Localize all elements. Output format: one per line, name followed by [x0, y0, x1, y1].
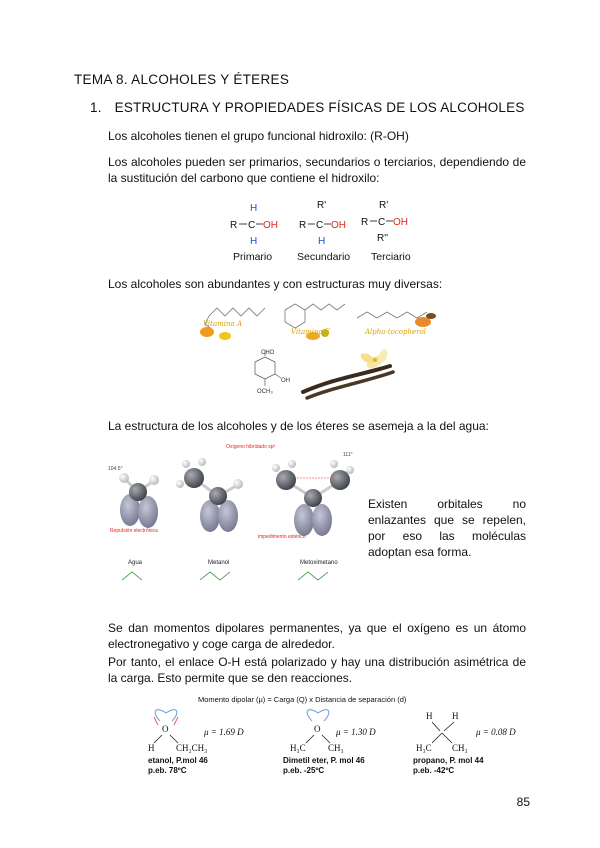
tertiary-oh: OH: [393, 217, 408, 228]
secondary-r1: R': [317, 200, 327, 211]
alcohol-types-figure: [225, 195, 425, 265]
ethanol-caption-line2: p.eb. 78ºC: [148, 766, 187, 775]
water-label: Agua: [128, 560, 143, 566]
page-number: 85: [516, 795, 530, 809]
ethanol-o: O: [162, 724, 169, 734]
secondary-h: H: [318, 236, 326, 247]
ether-caption-line1: Dimetil eter, P. mol 46: [283, 756, 365, 765]
vitamin-a-image: [200, 308, 265, 340]
alpha-tocopherol-image: [357, 312, 436, 336]
propane-ch3: CH₃: [452, 743, 468, 753]
vanillin-oh: OH: [281, 378, 290, 384]
ether-steric-label: impedimento estérico: [258, 534, 306, 540]
primary-bottom-h: H: [250, 236, 258, 247]
ethanol-ch2ch3: CH₂CH₃: [176, 743, 208, 753]
secondary-c: C: [316, 220, 324, 231]
ether-mu: μ = 1.30 D: [336, 727, 376, 737]
secondary-alcohol-structure: [297, 200, 350, 263]
paragraph-classification: Los alcoholes pueden ser primarios, secundarios o terciarios, dependiendo de la sustitución del carbono que contiene el hidroxilo:: [108, 155, 526, 185]
propane-h-right: H: [452, 711, 459, 721]
primary-top-h: H: [250, 203, 258, 214]
ether-h3c: H₃C: [290, 743, 306, 753]
methoxymethane-label: Metoximetano: [300, 560, 338, 566]
vanillin-cho: CHO: [261, 350, 275, 356]
propane-caption: [413, 756, 484, 776]
paragraph-water-similarity: La estructura de los alcoholes y de los éteres se asemeja a la del agua:: [108, 419, 489, 433]
water-repulsion-label: Repulsión electrónica: [110, 528, 158, 534]
page-title: TEMA 8. ALCOHOLES Y ÉTERES: [74, 72, 290, 87]
primary-oh: OH: [263, 220, 278, 231]
water-angle-label: 104.5°: [108, 466, 123, 472]
tertiary-label: Terciario: [371, 251, 411, 263]
natural-alcohols-figure: [195, 300, 440, 405]
primary-label: Primario: [233, 251, 273, 263]
dimethyl-ether-structure: [290, 710, 376, 753]
molecular-models-figure: [108, 440, 363, 595]
ethanol-caption: [148, 756, 208, 776]
paragraph-functional-group: Los alcoholes tienen el grupo funcional hidroxilo: (R-OH): [108, 129, 409, 143]
secondary-label: Secundario: [297, 251, 351, 263]
tertiary-r1: R': [379, 200, 389, 211]
tertiary-c: C: [378, 217, 386, 228]
primary-c: C: [248, 220, 256, 231]
tertiary-alcohol-structure: [361, 200, 411, 263]
tertiary-r: R: [361, 217, 369, 228]
ether-caption: [283, 756, 365, 776]
paragraph-abundance: Los alcoholes son abundantes y con estructuras muy diversas:: [108, 277, 443, 291]
ether-angle-label: 111°: [343, 452, 353, 458]
ethanol-caption-line1: etanol, P.mol 46: [148, 756, 208, 765]
ethanol-mu: μ = 1.69 D: [204, 727, 244, 737]
water-model: [108, 466, 159, 580]
ethanol-h: H: [148, 743, 155, 753]
ether-caption-line2: p.eb. -25ºC: [283, 766, 325, 775]
ether-ch3: CH₃: [328, 743, 344, 753]
methanol-model: [176, 444, 276, 580]
dipole-formula: Momento dipolar (μ) = Carga (Q) x Distancia de separación (d): [198, 695, 407, 704]
ethanol-structure: [148, 710, 244, 753]
paragraph-dipole-2: Por tanto, el enlace O-H está polarizado y hay una distribución asimétrica de la carga. Esto permite que se den reacciones.: [108, 655, 526, 685]
primary-r: R: [230, 220, 238, 231]
secondary-r: R: [299, 220, 307, 231]
vitamin-a-label: Vitamina A: [203, 320, 242, 328]
propane-caption-line2: p.eb. -42ºC: [413, 766, 455, 775]
propane-caption-line1: propano, P. mol 44: [413, 756, 484, 765]
vitamin-e-image: [285, 304, 345, 340]
tertiary-r2: R'': [377, 233, 389, 244]
ether-o: O: [314, 724, 321, 734]
section-title: ESTRUCTURA Y PROPIEDADES FÍSICAS DE LOS ALCOHOLES: [114, 100, 525, 115]
methanol-oxygen-label: Oxígeno hibridado sp³: [226, 444, 276, 450]
vanilla-image: [303, 348, 393, 398]
propane-h3c: H₃C: [416, 743, 432, 753]
vanillin-structure: [255, 350, 290, 395]
propane-h-left: H: [426, 711, 433, 721]
methoxymethane-model: [258, 452, 354, 580]
section-number: 1.: [90, 100, 102, 115]
orbital-explanation: Existen orbitales no enlazantes que se repelen, por eso las moléculas adoptan esa forma.: [368, 497, 526, 559]
secondary-oh: OH: [331, 220, 346, 231]
primary-alcohol-structure: [230, 203, 278, 263]
paragraph-dipole-1: Se dan momentos dipolares permanentes, ya que el oxígeno es un átomo electronegativo y coge carga de alrededor.: [108, 621, 526, 651]
methanol-label: Metanol: [208, 560, 230, 566]
vanillin-och3: OCH₃: [257, 389, 273, 395]
vitamin-e-label: Vitamina E: [291, 328, 331, 336]
section-heading: [90, 100, 525, 115]
propane-mu: μ = 0.08 D: [476, 727, 516, 737]
propane-structure: [416, 711, 516, 753]
alpha-tocopherol-label: Alpha-tocopherol: [365, 328, 426, 336]
